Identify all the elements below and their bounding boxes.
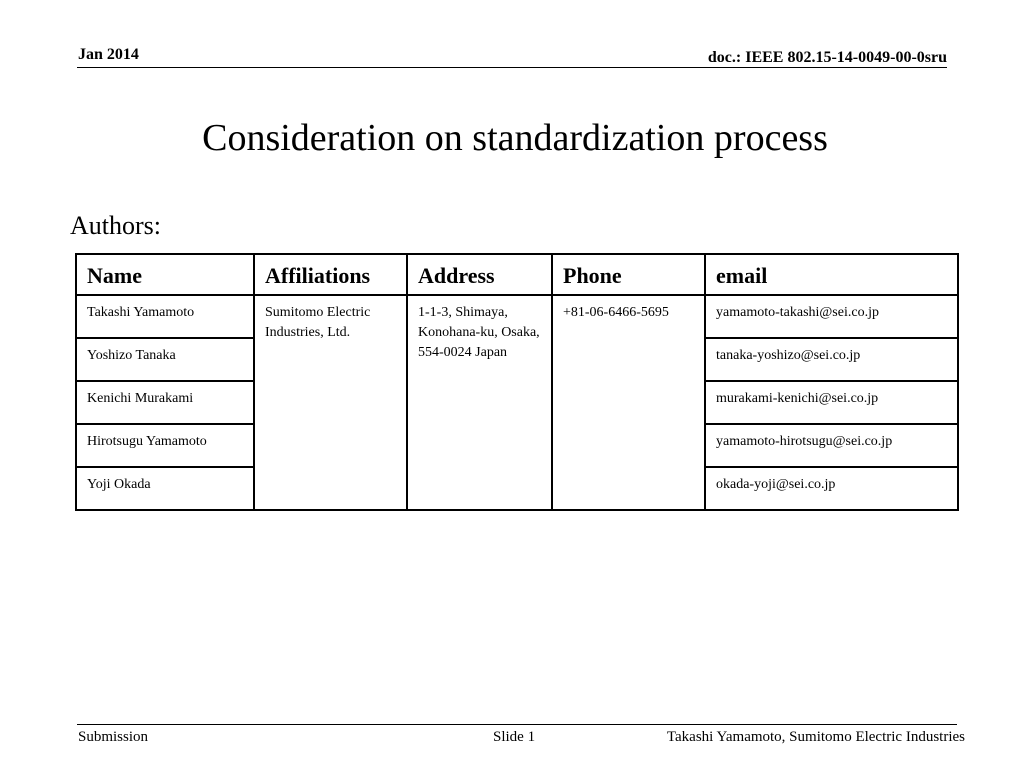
author-affiliation: Sumitomo Electric Industries, Ltd.	[254, 295, 407, 510]
authors-table	[75, 253, 959, 511]
column-header-email: email	[705, 254, 958, 295]
author-email: murakami-kenichi@sei.co.jp	[705, 381, 958, 424]
author-name: Yoshizo Tanaka	[76, 338, 254, 381]
authors-label: Authors:	[70, 211, 161, 240]
header-rule	[77, 67, 947, 68]
column-header-affiliations: Affiliations	[254, 254, 407, 295]
author-email: tanaka-yoshizo@sei.co.jp	[705, 338, 958, 381]
author-name: Hirotsugu Yamamoto	[76, 424, 254, 467]
table-header-row	[76, 254, 958, 295]
column-header-name: Name	[76, 254, 254, 295]
footer-author: Takashi Yamamoto, Sumitomo Electric Industries	[666, 729, 965, 745]
author-email: yamamoto-hirotsugu@sei.co.jp	[705, 424, 958, 467]
author-name: Yoji Okada	[76, 467, 254, 510]
column-header-address: Address	[407, 254, 552, 295]
author-email: okada-yoji@sei.co.jp	[705, 467, 958, 510]
footer-slide-number: Slide 1	[493, 729, 536, 745]
footer-submission: Submission	[78, 729, 149, 745]
footer-rule	[77, 724, 957, 725]
author-name: Kenichi Murakami	[76, 381, 254, 424]
slide-title: Consideration on standardization process	[202, 117, 828, 159]
author-phone: +81-06-6466-5695	[552, 295, 705, 510]
header-date: Jan 2014	[78, 46, 139, 63]
author-email: yamamoto-takashi@sei.co.jp	[705, 295, 958, 338]
table-row	[76, 295, 958, 338]
column-header-phone: Phone	[552, 254, 705, 295]
author-address: 1-1-3, Shimaya, Konohana-ku, Osaka, 554-0024 Japan	[407, 295, 552, 510]
header-doc-id: doc.: IEEE 802.15-14-0049-00-0sru	[707, 49, 947, 66]
author-name: Takashi Yamamoto	[76, 295, 254, 338]
